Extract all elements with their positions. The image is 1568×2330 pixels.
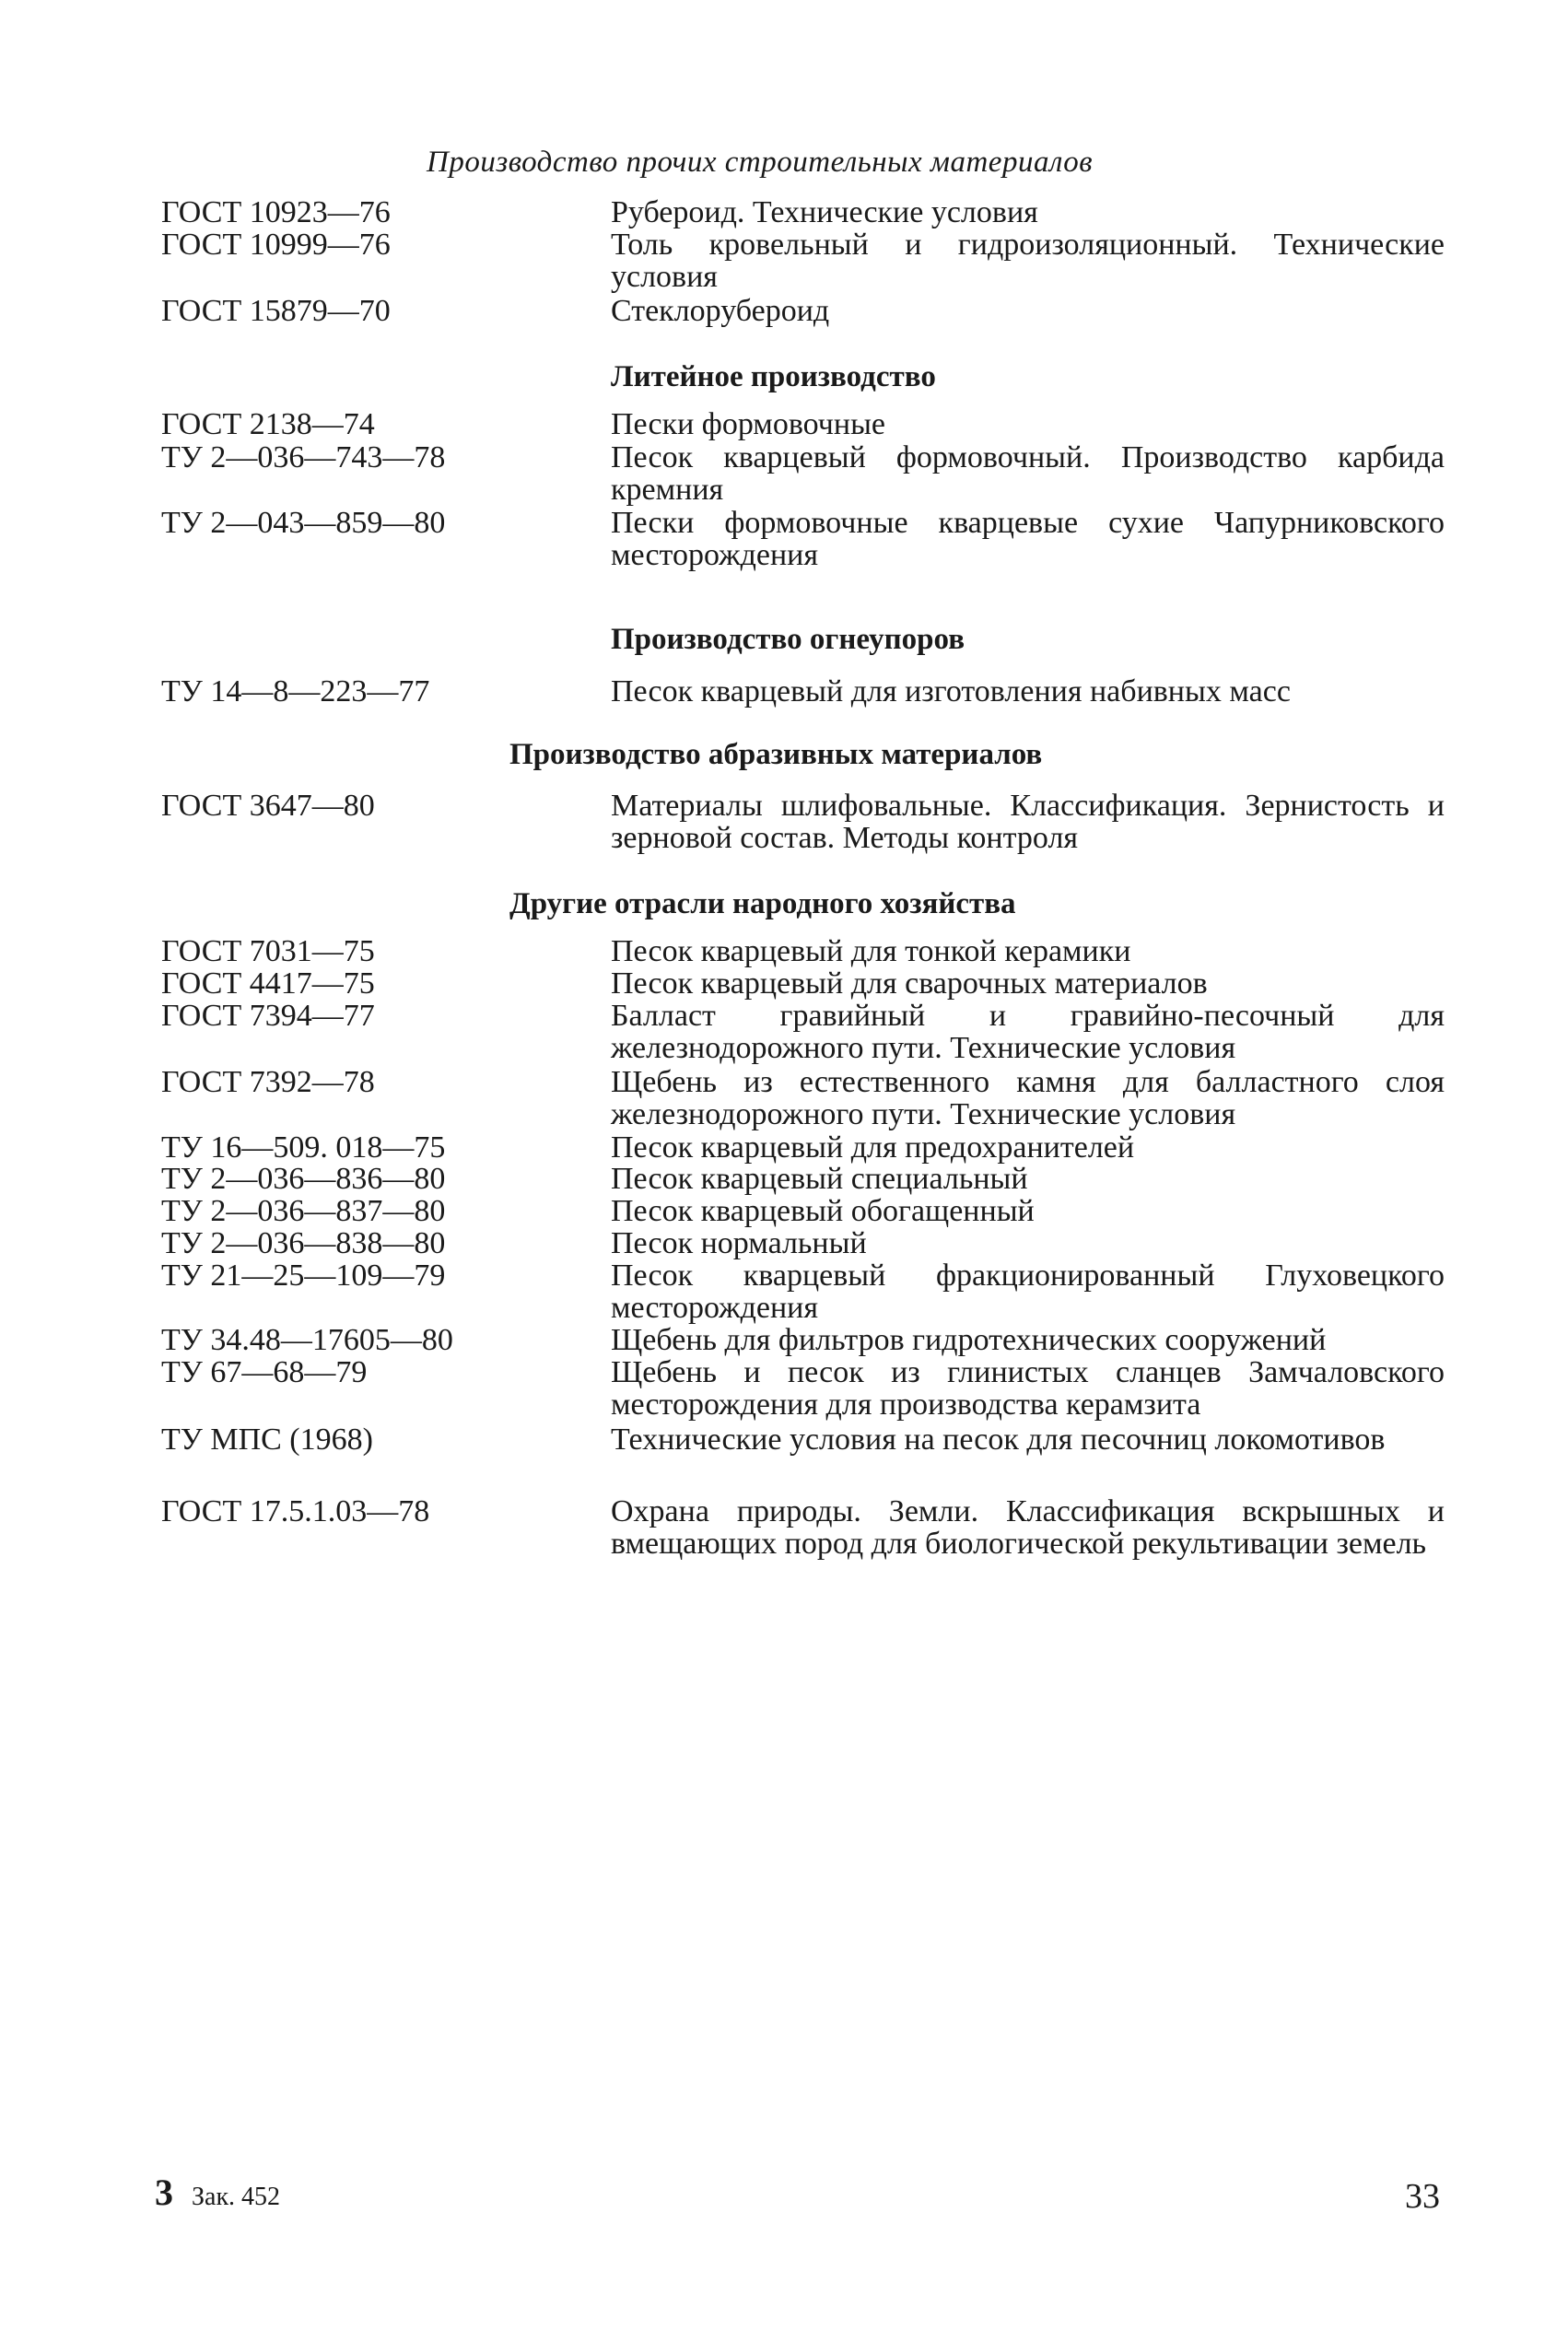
section-heading: Производство прочих строительных материалов — [427, 146, 1094, 179]
standard-description: Толь кровельный и гидроизоляционный. Технические условия — [611, 228, 1445, 294]
standard-description: Песок нормальный — [611, 1226, 867, 1260]
section-heading: Другие отрасли народного хозяйства — [509, 887, 1016, 920]
standard-code: ГОСТ 4417—75 — [161, 966, 375, 1001]
standard-code: ТУ 2—036—838—80 — [161, 1226, 446, 1260]
standard-code: ГОСТ 7392—78 — [161, 1065, 375, 1099]
standard-description: Песок кварцевый фракционированный Глуховецкого месторождения — [611, 1259, 1445, 1325]
standard-code: ГОСТ 3647—80 — [161, 789, 375, 823]
standard-description: Щебень для фильтров гидротехнических сооружений — [611, 1323, 1327, 1357]
standard-code: ТУ 2—036—836—80 — [161, 1162, 446, 1196]
standard-code: ГОСТ 15879—70 — [161, 294, 391, 328]
standard-code: ГОСТ 7031—75 — [161, 934, 375, 968]
standard-code: ГОСТ 7394—77 — [161, 999, 375, 1033]
standard-description: Охрана природы. Земли. Классификация вскрышных и вмещающих пород для биологической рекультивации земель — [611, 1494, 1445, 1561]
standard-description: Материалы шлифовальные. Классификация. Зернистость и зерновой состав. Методы контроля — [611, 789, 1445, 855]
order-number: Зак. 452 — [192, 2183, 281, 2211]
standard-description: Песок кварцевый формовочный. Производство карбида кремния — [611, 440, 1445, 507]
standard-code: ТУ 2—036—743—78 — [161, 440, 446, 474]
standard-code: ГОСТ 10923—76 — [161, 195, 391, 229]
standard-code: ТУ 16—509. 018—75 — [161, 1130, 446, 1165]
page-number: 33 — [1405, 2177, 1440, 2216]
standard-description: Рубероид. Технические условия — [611, 195, 1038, 229]
standard-code: ТУ 14—8—223—77 — [161, 674, 430, 708]
section-heading: Производство абразивных материалов — [509, 738, 1043, 771]
standard-code: ТУ 67—68—79 — [161, 1355, 368, 1389]
standard-description: Песок кварцевый специальный — [611, 1162, 1028, 1196]
standard-description: Песок кварцевый для предохранителей — [611, 1130, 1135, 1165]
standard-description: Песок кварцевый для сварочных материалов — [611, 966, 1208, 1001]
standard-code: ГОСТ 17.5.1.03—78 — [161, 1494, 430, 1528]
standard-code: ГОСТ 10999—76 — [161, 228, 391, 262]
standard-description: Щебень и песок из глинистых сланцев Замчаловского месторождения для производства керамзита — [611, 1355, 1445, 1422]
standard-description: Пески формовочные — [611, 407, 885, 441]
standard-description: Щебень из естественного камня для балластного слоя железнодорожного пути. Технические условия — [611, 1065, 1445, 1131]
standard-code: ТУ 34.48—17605—80 — [161, 1323, 453, 1357]
footer-printer-mark — [155, 2174, 280, 2211]
standard-description: Песок кварцевый для тонкой керамики — [611, 934, 1131, 968]
standard-description: Балласт гравийный и гравийно-песочный для железнодорожного пути. Технические условия — [611, 999, 1445, 1065]
standard-description: Стеклорубероид — [611, 294, 830, 328]
standard-code: ТУ 2—043—859—80 — [161, 506, 446, 540]
standard-code: ГОСТ 2138—74 — [161, 407, 375, 441]
standard-code: ТУ 2—036—837—80 — [161, 1194, 446, 1228]
section-heading: Производство огнеупоров — [611, 623, 965, 656]
standard-description: Технические условия на песок для песочниц локомотивов — [611, 1423, 1386, 1457]
signature-number: 3 — [155, 2172, 173, 2213]
standard-description: Песок кварцевый обогащенный — [611, 1194, 1035, 1228]
standard-code: ТУ МПС (1968) — [161, 1423, 373, 1457]
standard-description: Пески формовочные кварцевые сухие Чапурниковского месторождения — [611, 506, 1445, 572]
standard-code: ТУ 21—25—109—79 — [161, 1259, 446, 1293]
standard-description: Песок кварцевый для изготовления набивных масс — [611, 674, 1291, 708]
section-heading: Литейное производство — [611, 360, 936, 393]
